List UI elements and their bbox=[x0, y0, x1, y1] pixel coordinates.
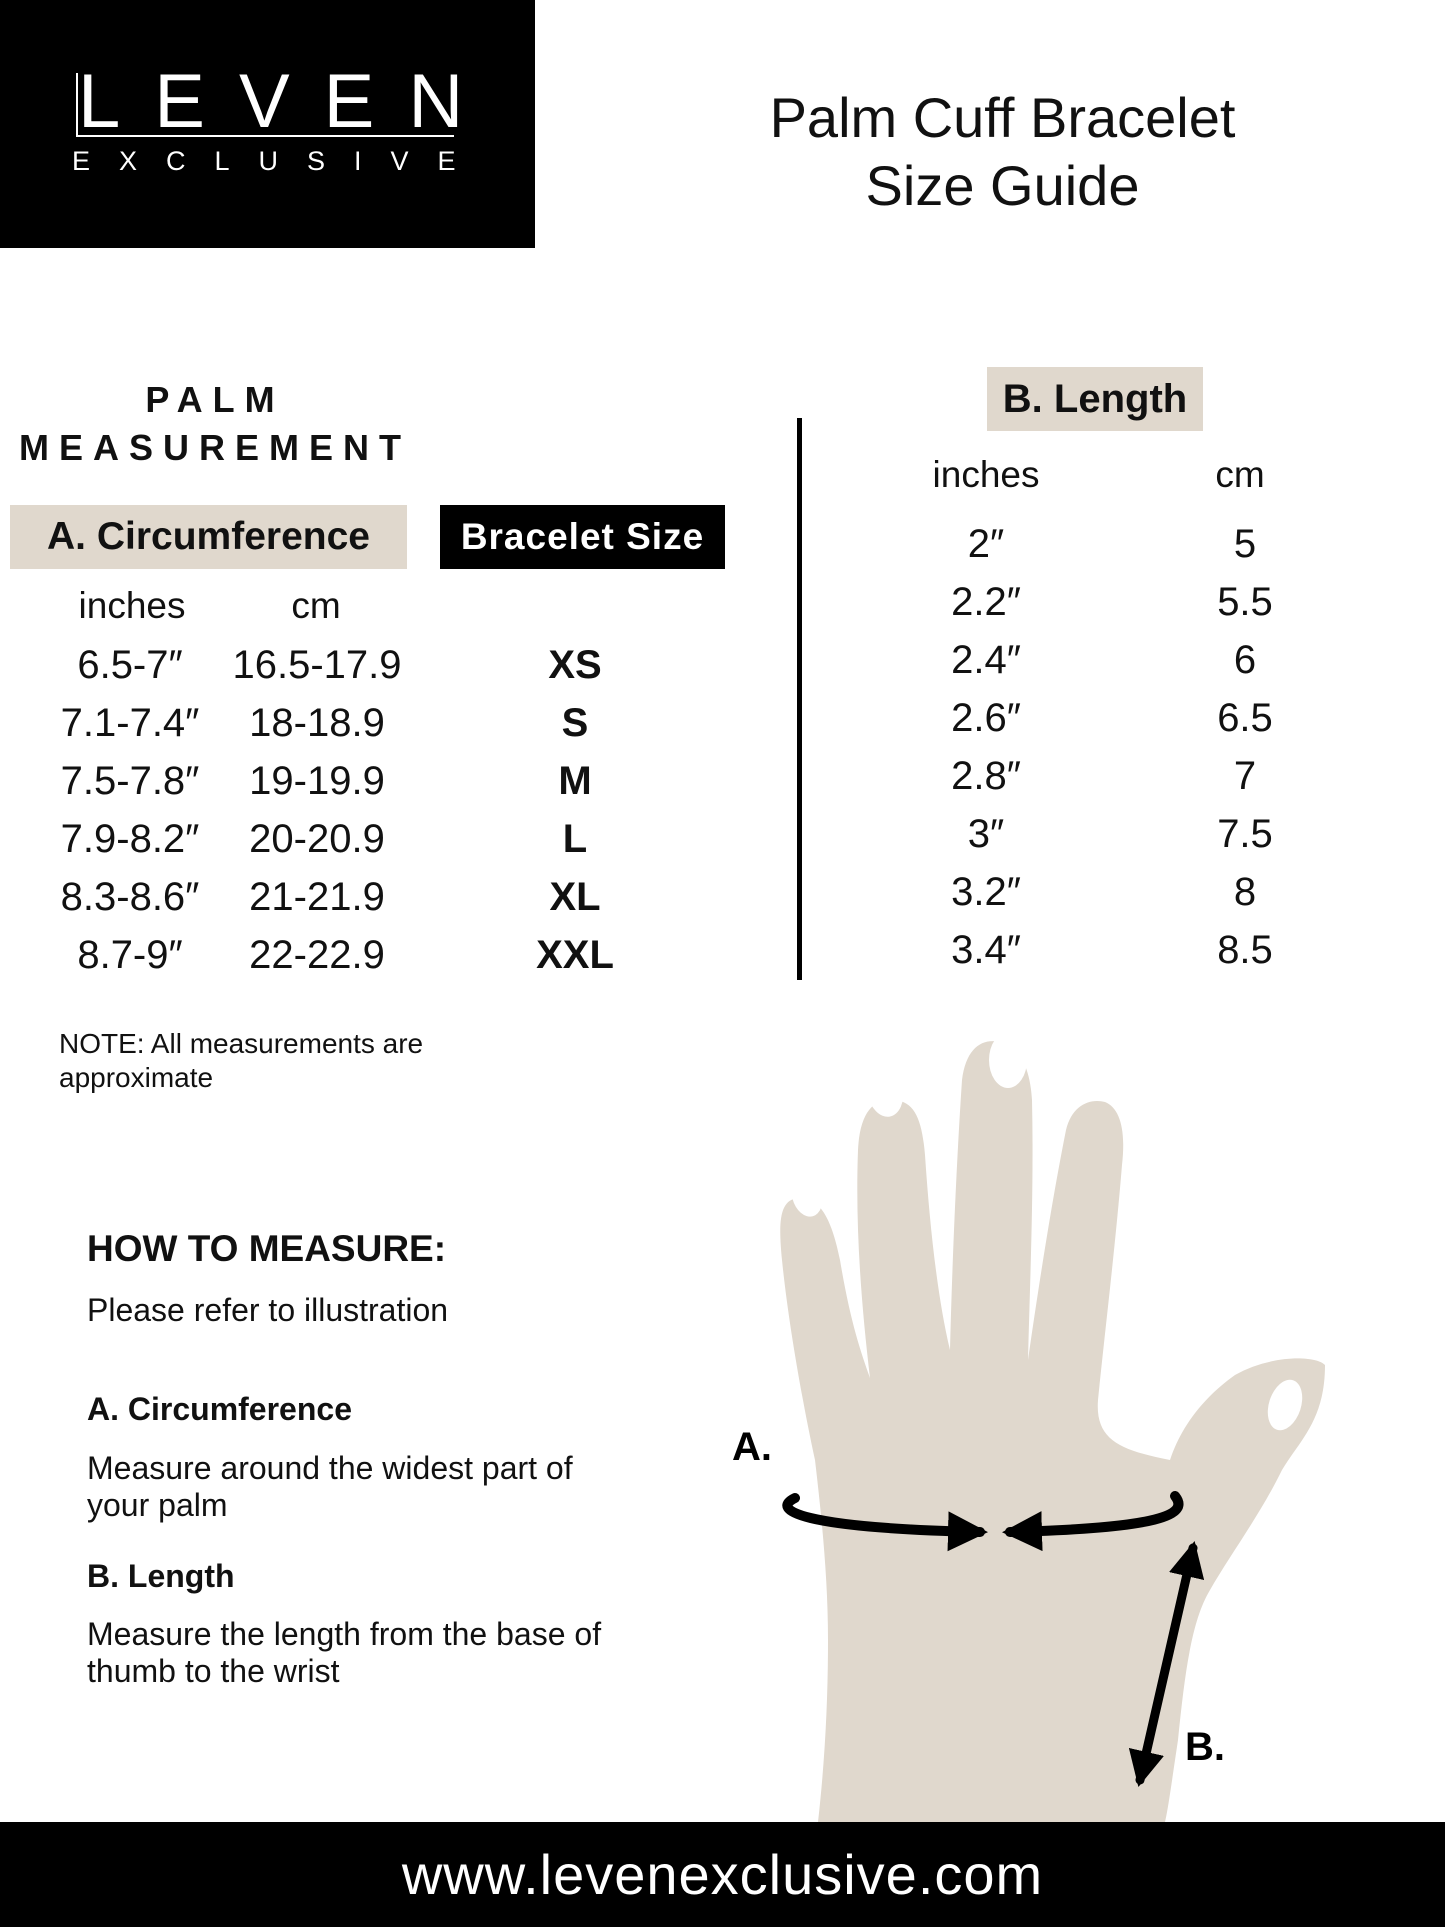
table-cell: 2.8″ bbox=[951, 754, 1021, 798]
length-label: B. Length bbox=[987, 367, 1203, 431]
table-cell: 19-19.9 bbox=[249, 759, 385, 803]
length-inches-column bbox=[906, 515, 1066, 979]
size-cell: L bbox=[562, 817, 588, 861]
table-cell: 20-20.9 bbox=[249, 817, 385, 861]
table-cell: 8.3-8.6″ bbox=[60, 875, 200, 919]
length-instruction-title: B. Length bbox=[87, 1558, 235, 1594]
table-cell: 7.1-7.4″ bbox=[60, 701, 200, 745]
table-cell: 21-21.9 bbox=[249, 875, 385, 919]
how-to-measure-title: HOW TO MEASURE: bbox=[87, 1228, 447, 1269]
palm-measurement-heading bbox=[0, 376, 430, 472]
table-cell: 3.4″ bbox=[951, 928, 1021, 972]
bracelet-size-column bbox=[500, 636, 650, 984]
length-instruction-text: Measure the length from the base of thumb to the wrist bbox=[87, 1616, 602, 1689]
table-cell: 2″ bbox=[967, 522, 1005, 566]
table-cell: 5 bbox=[1233, 522, 1257, 566]
table-cell: 18-18.9 bbox=[249, 701, 385, 745]
label-a: A. bbox=[732, 1425, 772, 1469]
page-title bbox=[600, 84, 1405, 220]
column-divider bbox=[797, 418, 802, 980]
title-line-2: Size Guide bbox=[865, 154, 1140, 217]
length-inches-header: inches bbox=[932, 454, 1040, 495]
table-cell: 8.7-9″ bbox=[77, 933, 183, 977]
website-url[interactable]: www.levenexclusive.com bbox=[401, 1843, 1044, 1906]
table-cell: 6 bbox=[1233, 638, 1257, 682]
table-cell: 6.5-7″ bbox=[77, 643, 183, 687]
table-cell: 7.5 bbox=[1217, 812, 1273, 856]
table-cell: 3″ bbox=[967, 812, 1005, 856]
table-cell: 3.2″ bbox=[951, 870, 1021, 914]
circumference-instruction-title: A. Circumference bbox=[87, 1391, 352, 1427]
table-cell: 22-22.9 bbox=[249, 933, 385, 977]
table-cell: 2.2″ bbox=[951, 580, 1021, 624]
fingernail bbox=[1122, 1058, 1168, 1118]
circumference-inches-header: inches bbox=[78, 585, 186, 626]
circumference-inches-column bbox=[40, 636, 220, 984]
table-cell: 5.5 bbox=[1217, 580, 1273, 624]
logo-wordmark: LEVEN bbox=[78, 59, 498, 144]
table-cell: 2.6″ bbox=[951, 696, 1021, 740]
size-cell: XL bbox=[549, 875, 601, 919]
table-cell: 6.5 bbox=[1217, 696, 1273, 740]
table-cell: 7 bbox=[1233, 754, 1257, 798]
bracelet-size-label: Bracelet Size bbox=[440, 505, 725, 569]
table-cell: 7.9-8.2″ bbox=[60, 817, 200, 861]
how-to-measure-subtitle: Please refer to illustration bbox=[87, 1292, 449, 1328]
circumference-instruction-text: Measure around the widest part of your palm bbox=[87, 1450, 573, 1523]
size-cell: M bbox=[558, 759, 592, 803]
fingernail bbox=[989, 1032, 1027, 1088]
size-cell: S bbox=[561, 701, 589, 745]
table-cell: 8 bbox=[1233, 870, 1257, 914]
table-cell: 8.5 bbox=[1217, 928, 1273, 972]
hand-illustration bbox=[700, 1020, 1400, 1830]
footer-bar bbox=[0, 1822, 1445, 1927]
table-cell: 7.5-7.8″ bbox=[60, 759, 200, 803]
circumference-cm-column bbox=[222, 636, 412, 984]
size-cell: XXL bbox=[536, 933, 614, 977]
circumference-label: A. Circumference bbox=[10, 505, 407, 569]
length-cm-header: cm bbox=[1215, 454, 1265, 495]
palm-heading-line-2: MEASUREMENT bbox=[18, 427, 411, 468]
label-b: B. bbox=[1185, 1725, 1225, 1769]
length-cm-column bbox=[1170, 515, 1320, 979]
table-cell: 16.5-17.9 bbox=[232, 643, 402, 687]
circumference-cm-header: cm bbox=[291, 585, 341, 626]
approximate-note: NOTE: All measurements are approximate bbox=[59, 1028, 424, 1093]
table-cell: 2.4″ bbox=[951, 638, 1021, 682]
logo-subtitle: EXCLUSIVE bbox=[72, 146, 485, 176]
hand-shape bbox=[780, 1041, 1325, 1822]
title-line-1: Palm Cuff Bracelet bbox=[769, 86, 1236, 149]
palm-heading-line-1: PALM bbox=[145, 379, 285, 420]
size-cell: XS bbox=[548, 643, 602, 687]
